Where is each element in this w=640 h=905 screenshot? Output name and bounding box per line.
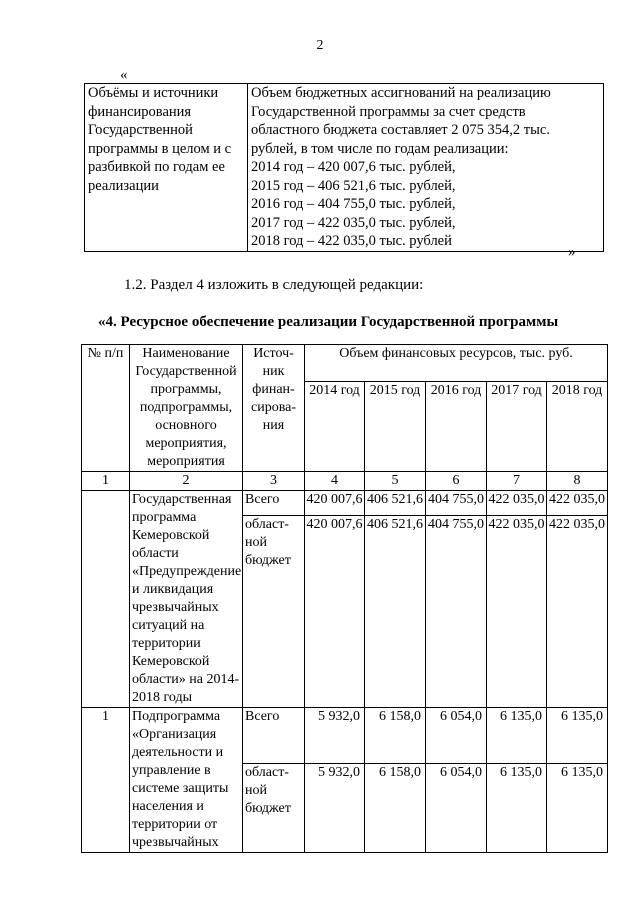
index-cell: 1: [82, 472, 130, 491]
header-year: 2015 год: [365, 382, 426, 472]
table-row: [82, 708, 608, 764]
passport-line: 2014 год – 420 007,6 тыс. рублей,: [251, 159, 456, 175]
index-cell: 5: [365, 472, 426, 491]
source-label: област-ной бюджет: [243, 764, 305, 853]
value-cell: 422 035,0: [547, 491, 608, 516]
row-num: [82, 491, 130, 708]
table-row: [82, 491, 608, 516]
row-name: Подпрограмма «Организация деятельности и управление в системе защиты населения и территории от чрезвычайных: [130, 708, 243, 853]
value-cell: 6 135,0: [487, 708, 547, 764]
passport-line: 2016 год – 404 755,0 тыс. рублей,: [251, 196, 456, 212]
index-cell: 4: [305, 472, 365, 491]
passport-line: Государственной программы за счет средств: [251, 103, 526, 120]
source-label: Всего: [243, 708, 305, 764]
header-year: 2014 год: [305, 382, 365, 472]
passport-line: Объем бюджетных ассигнований на реализацию: [251, 85, 551, 101]
passport-line: 2015 год – 406 521,6 тыс. рублей,: [251, 177, 456, 194]
section-title: «4. Ресурсное обеспечение реализации Государственной программы: [98, 314, 559, 330]
header-year: 2018 год: [547, 382, 608, 472]
value-cell: 420 007,6: [305, 516, 365, 708]
value-cell: 6 135,0: [547, 708, 608, 764]
row-name: Государственная программа Кемеровской области «Предупреждение и ликвидация чрезвычайных ситуаций на территории Кемеровской области» на 2014-2018 годы: [130, 491, 243, 708]
header-source: Источ-ник финан-сирова-ния: [243, 345, 305, 472]
resource-table: [81, 344, 608, 853]
header-year: 2016 год: [426, 382, 487, 472]
passport-line: 2017 год – 422 035,0 тыс. рублей,: [251, 214, 456, 231]
passport-value-cell: [248, 84, 604, 252]
closing-quote: »: [568, 244, 576, 260]
index-cell: 7: [487, 472, 547, 491]
paragraph-text: 1.2. Раздел 4 изложить в следующей редакции:: [124, 277, 424, 293]
header-volume: Объем финансовых ресурсов, тыс. руб.: [305, 345, 608, 382]
index-cell: 3: [243, 472, 305, 491]
value-cell: 6 158,0: [365, 764, 426, 853]
value-cell: 6 135,0: [547, 764, 608, 853]
value-cell: 406 521,6: [365, 516, 426, 708]
row-num: 1: [82, 708, 130, 853]
page-number: 2: [316, 38, 324, 53]
index-cell: 6: [426, 472, 487, 491]
header-year: 2017 год: [487, 382, 547, 472]
value-cell: 404 755,0: [426, 491, 487, 516]
value-cell: 5 932,0: [305, 708, 365, 764]
passport-label-cell: Объёмы и источники финансирования Государственной программы в целом и с разбивкой по годам ее реализации: [85, 84, 248, 252]
value-cell: 406 521,6: [365, 491, 426, 516]
value-cell: 6 135,0: [487, 764, 547, 853]
source-label: област-ной бюджет: [243, 516, 305, 708]
value-cell: 6 054,0: [426, 764, 487, 853]
passport-line: рублей, в том числе по годам реализации:: [251, 140, 509, 157]
passport-line: 2018 год – 422 035,0 тыс. рублей: [251, 233, 452, 249]
header-name: Наименование Государственной программы, подпрограммы, основного мероприятия, мероприятия: [130, 345, 243, 472]
value-cell: 422 035,0: [547, 516, 608, 708]
header-num: № п/п: [82, 345, 130, 472]
opening-quote: «: [120, 67, 128, 83]
value-cell: 6 158,0: [365, 708, 426, 764]
value-cell: 422 035,0: [487, 491, 547, 516]
passport-table: [84, 83, 604, 252]
value-cell: 404 755,0: [426, 516, 487, 708]
value-cell: 5 932,0: [305, 764, 365, 853]
value-cell: 420 007,6: [305, 491, 365, 516]
passport-line: областного бюджета составляет 2 075 354,2 тыс.: [251, 122, 550, 138]
index-cell: 2: [130, 472, 243, 491]
value-cell: 422 035,0: [487, 516, 547, 708]
index-cell: 8: [547, 472, 608, 491]
value-cell: 6 054,0: [426, 708, 487, 764]
source-label: Всего: [243, 491, 305, 516]
